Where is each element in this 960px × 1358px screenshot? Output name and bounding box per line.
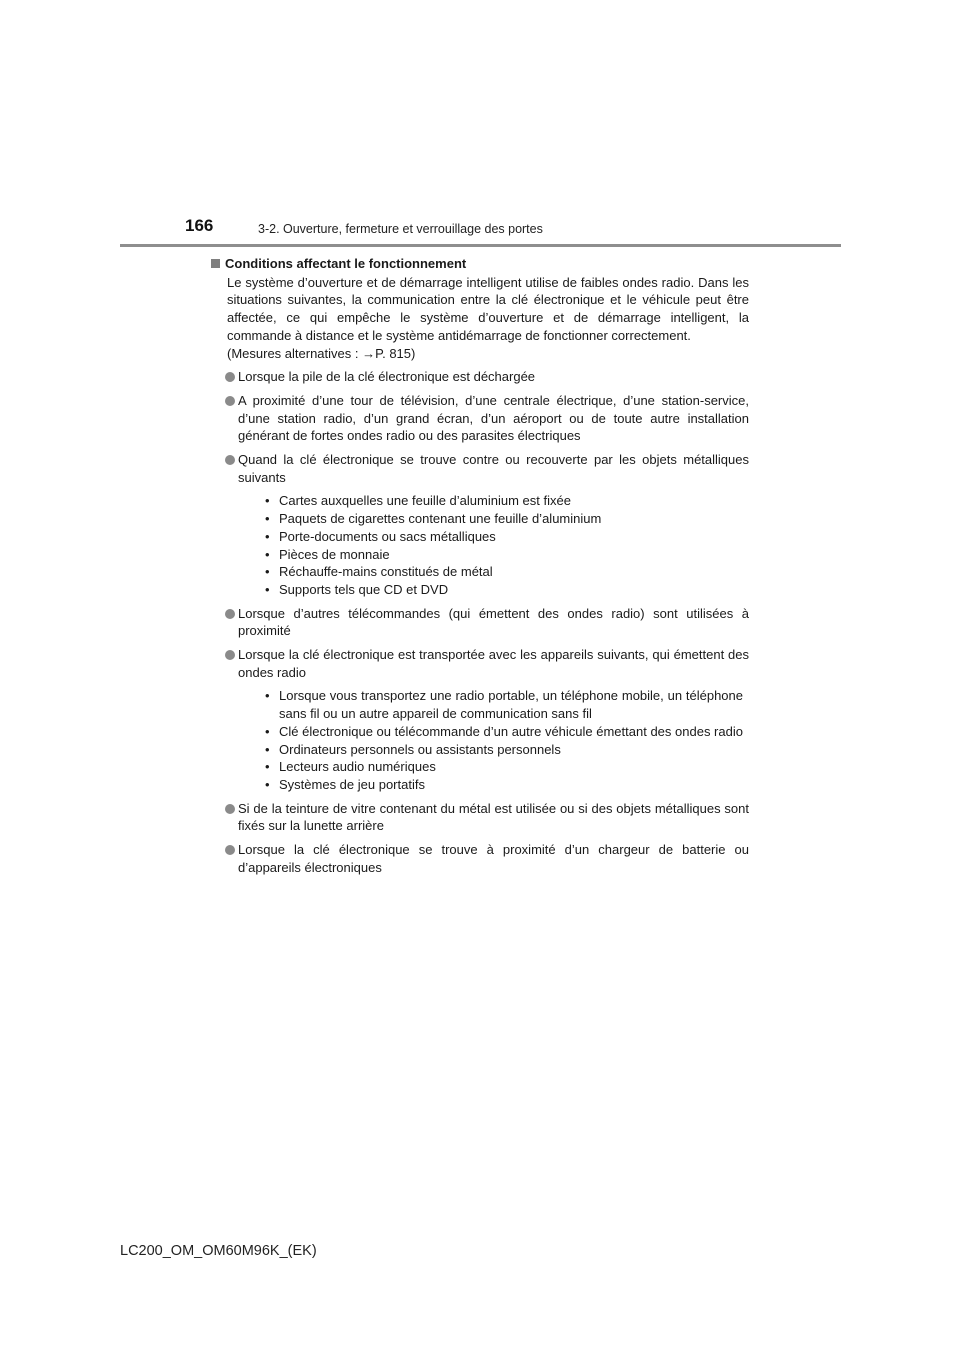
sub-list bbox=[238, 687, 749, 793]
bullet-text: Quand la clé électronique se trouve contre ou recouverte par les objets métalliques suivants bbox=[238, 452, 749, 485]
heading-text: Conditions affectant le fonctionnement bbox=[225, 256, 467, 271]
sub-list-text: Porte-documents ou sacs métalliques bbox=[279, 528, 496, 544]
small-dot-icon: • bbox=[265, 776, 270, 792]
intro-line: Le système d’ouverture et de démarrage intelligent utilise de faibles ondes radio. Dans les situations suivantes, la communication entre la clé électronique et le véhicule peut être affectée, ce qui empêche le système d’ouverture et de démarrage intelligent, la commande à distance et le système antidémarrage de fonctionner correctement. bbox=[227, 274, 749, 343]
sub-list-text: Pièces de monnaie bbox=[279, 546, 390, 562]
sub-list-item bbox=[238, 528, 749, 546]
sub-list-item bbox=[238, 741, 749, 759]
sub-list-text: Systèmes de jeu portatifs bbox=[279, 776, 425, 792]
small-dot-icon: • bbox=[265, 688, 270, 704]
main-content bbox=[211, 255, 749, 877]
square-bullet-icon bbox=[211, 259, 220, 268]
section-title: 3-2. Ouverture, fermeture et verrouillage des portes bbox=[258, 222, 543, 236]
bullet-item bbox=[211, 646, 749, 794]
sub-list-text: Clé électronique ou télécommande d’un autre véhicule émettant des ondes radio bbox=[279, 723, 743, 739]
bullet-list bbox=[211, 368, 749, 876]
page-number: 166 bbox=[185, 216, 214, 235]
bullet-item bbox=[211, 605, 749, 640]
small-dot-icon: • bbox=[265, 493, 270, 509]
bullet-item bbox=[211, 841, 749, 876]
bullet-text: Lorsque d’autres télécommandes (qui émettent des ondes radio) sont utilisées à proximité bbox=[238, 605, 749, 639]
circle-bullet-icon bbox=[225, 804, 235, 814]
sub-list-item bbox=[238, 581, 749, 599]
sub-list-text: Réchauffe-mains constitués de métal bbox=[279, 564, 493, 580]
sub-list-item bbox=[238, 687, 749, 722]
section-heading bbox=[211, 255, 749, 273]
small-dot-icon: • bbox=[265, 546, 270, 562]
small-dot-icon: • bbox=[265, 759, 270, 775]
sub-list-item bbox=[238, 776, 749, 794]
bullet-text: A proximité d’une tour de télévision, d’une centrale électrique, d’une station-service, d’une station radio, d’un grand écran, d’un aéroport ou de toute autre installation générant de fortes ondes radio ou des parasites électriques bbox=[238, 392, 749, 444]
bullet-item bbox=[211, 368, 749, 386]
bullet-text: Lorsque la clé électronique est transportée avec les appareils suivants, qui émettent des ondes radio bbox=[238, 647, 749, 680]
sub-list-text: Ordinateurs personnels ou assistants personnels bbox=[279, 741, 561, 757]
bullet-text: Lorsque la pile de la clé électronique est déchargée bbox=[238, 369, 536, 385]
sub-list-text: Lecteurs audio numériques bbox=[279, 759, 436, 775]
header-divider bbox=[120, 244, 841, 247]
circle-bullet-icon bbox=[225, 609, 235, 619]
sub-list-item bbox=[238, 563, 749, 581]
small-dot-icon: • bbox=[265, 741, 270, 757]
small-dot-icon: • bbox=[265, 528, 270, 544]
circle-bullet-icon bbox=[225, 372, 235, 382]
bullet-text: Si de la teinture de vitre contenant du métal est utilisée ou si des objets métalliques sont fixés sur la lunette arrière bbox=[238, 800, 749, 834]
circle-bullet-icon bbox=[225, 845, 235, 855]
sub-list-text: Paquets de cigarettes contenant une feuille d’aluminium bbox=[279, 511, 602, 527]
bullet-text: Lorsque la clé électronique se trouve à proximité d’un chargeur de batterie ou d’appareils électroniques bbox=[238, 842, 749, 875]
small-dot-icon: • bbox=[265, 511, 270, 527]
sub-list-item bbox=[238, 546, 749, 564]
sub-list-text: Lorsque vous transportez une radio portable, un téléphone mobile, un téléphone sans fil ou un autre appareil de communication sans fil bbox=[279, 688, 743, 722]
small-dot-icon: • bbox=[265, 564, 270, 580]
circle-bullet-icon bbox=[225, 650, 235, 660]
small-dot-icon: • bbox=[265, 581, 270, 597]
bullet-item bbox=[211, 451, 749, 599]
small-dot-icon: • bbox=[265, 723, 270, 739]
sub-list-item bbox=[238, 510, 749, 528]
sub-list-text: Cartes auxquelles une feuille d’aluminium est fixée bbox=[279, 493, 571, 509]
circle-bullet-icon bbox=[225, 455, 235, 465]
sub-list-text: Supports tels que CD et DVD bbox=[279, 581, 449, 597]
circle-bullet-icon bbox=[225, 396, 235, 406]
sub-list-item bbox=[238, 492, 749, 510]
intro-paragraph bbox=[227, 274, 749, 363]
sub-list-item bbox=[238, 758, 749, 776]
document-code: LC200_OM_OM60M96K_(EK) bbox=[120, 1243, 317, 1259]
sub-list-item bbox=[238, 723, 749, 741]
bullet-item bbox=[211, 800, 749, 835]
sub-list bbox=[238, 492, 749, 598]
intro-line: (Mesures alternatives : →P. 815) bbox=[227, 345, 416, 361]
bullet-item bbox=[211, 392, 749, 445]
